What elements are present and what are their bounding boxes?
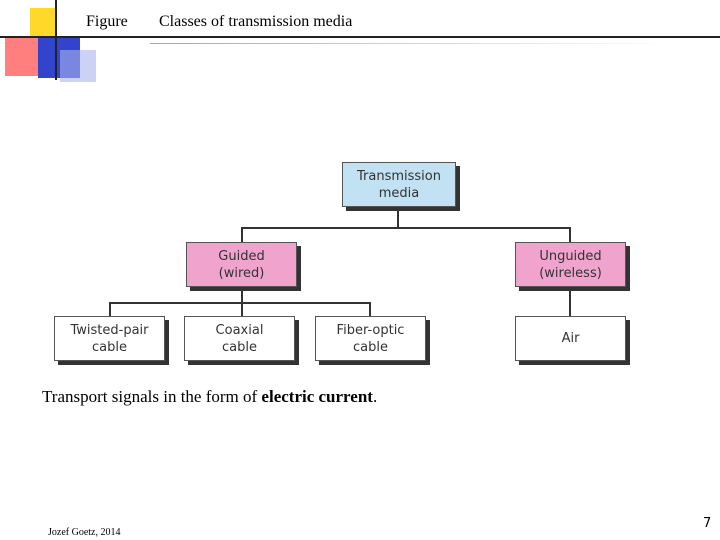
decor-yellow-square: [30, 8, 57, 36]
node-transmission-media: [342, 162, 456, 207]
connector-to-guided: [241, 227, 243, 243]
decor-faded-line: [150, 43, 670, 44]
node-unguided: [515, 242, 626, 287]
node-label-line2: media: [378, 185, 420, 201]
slide-caption: [42, 387, 377, 407]
node-air: [515, 316, 626, 361]
page-number: 7: [703, 516, 712, 531]
node-twisted-pair-cable: [54, 316, 165, 361]
connector-guided-down: [241, 288, 243, 303]
node-label-line1: Transmission: [357, 168, 441, 184]
caption-prefix: Transport signals in the form of: [42, 387, 262, 406]
node-label-line1: Unguided: [539, 248, 602, 264]
connector-root-down: [397, 207, 399, 228]
decor-lightblue-square: [60, 50, 96, 82]
node-label-line1: Air: [561, 331, 580, 346]
node-label-line1: Twisted-pair: [70, 322, 149, 338]
connector-to-unguided: [569, 227, 571, 243]
footer-author: Jozef Goetz, 2014: [48, 527, 121, 538]
connector-mid-horizontal: [109, 302, 371, 304]
connector-to-fiber: [369, 302, 371, 317]
decor-vertical-line: [55, 0, 57, 80]
figure-label: Figure: [86, 13, 128, 30]
node-label-line1: Coaxial: [215, 322, 264, 338]
connector-to-twisted: [109, 302, 111, 317]
node-label-line2: (wired): [218, 265, 265, 281]
figure-title: Classes of transmission media: [159, 13, 353, 30]
node-fiber-optic-cable: [315, 316, 426, 361]
node-label-line1: Guided: [218, 248, 265, 264]
decor-horizontal-line: [0, 36, 720, 38]
node-label-line2: cable: [353, 339, 388, 355]
caption-bold: electric current: [261, 387, 373, 406]
node-label-line2: cable: [222, 339, 257, 355]
node-label-line2: cable: [92, 339, 127, 355]
node-label-line1: Fiber-optic: [336, 322, 405, 338]
node-guided: [186, 242, 297, 287]
node-label-line2: (wireless): [539, 265, 602, 281]
connector-unguided-to-air: [569, 288, 571, 317]
connector-top-horizontal: [241, 227, 570, 229]
connector-to-coaxial: [241, 302, 243, 317]
caption-suffix: .: [372, 387, 378, 406]
node-coaxial-cable: [184, 316, 295, 361]
